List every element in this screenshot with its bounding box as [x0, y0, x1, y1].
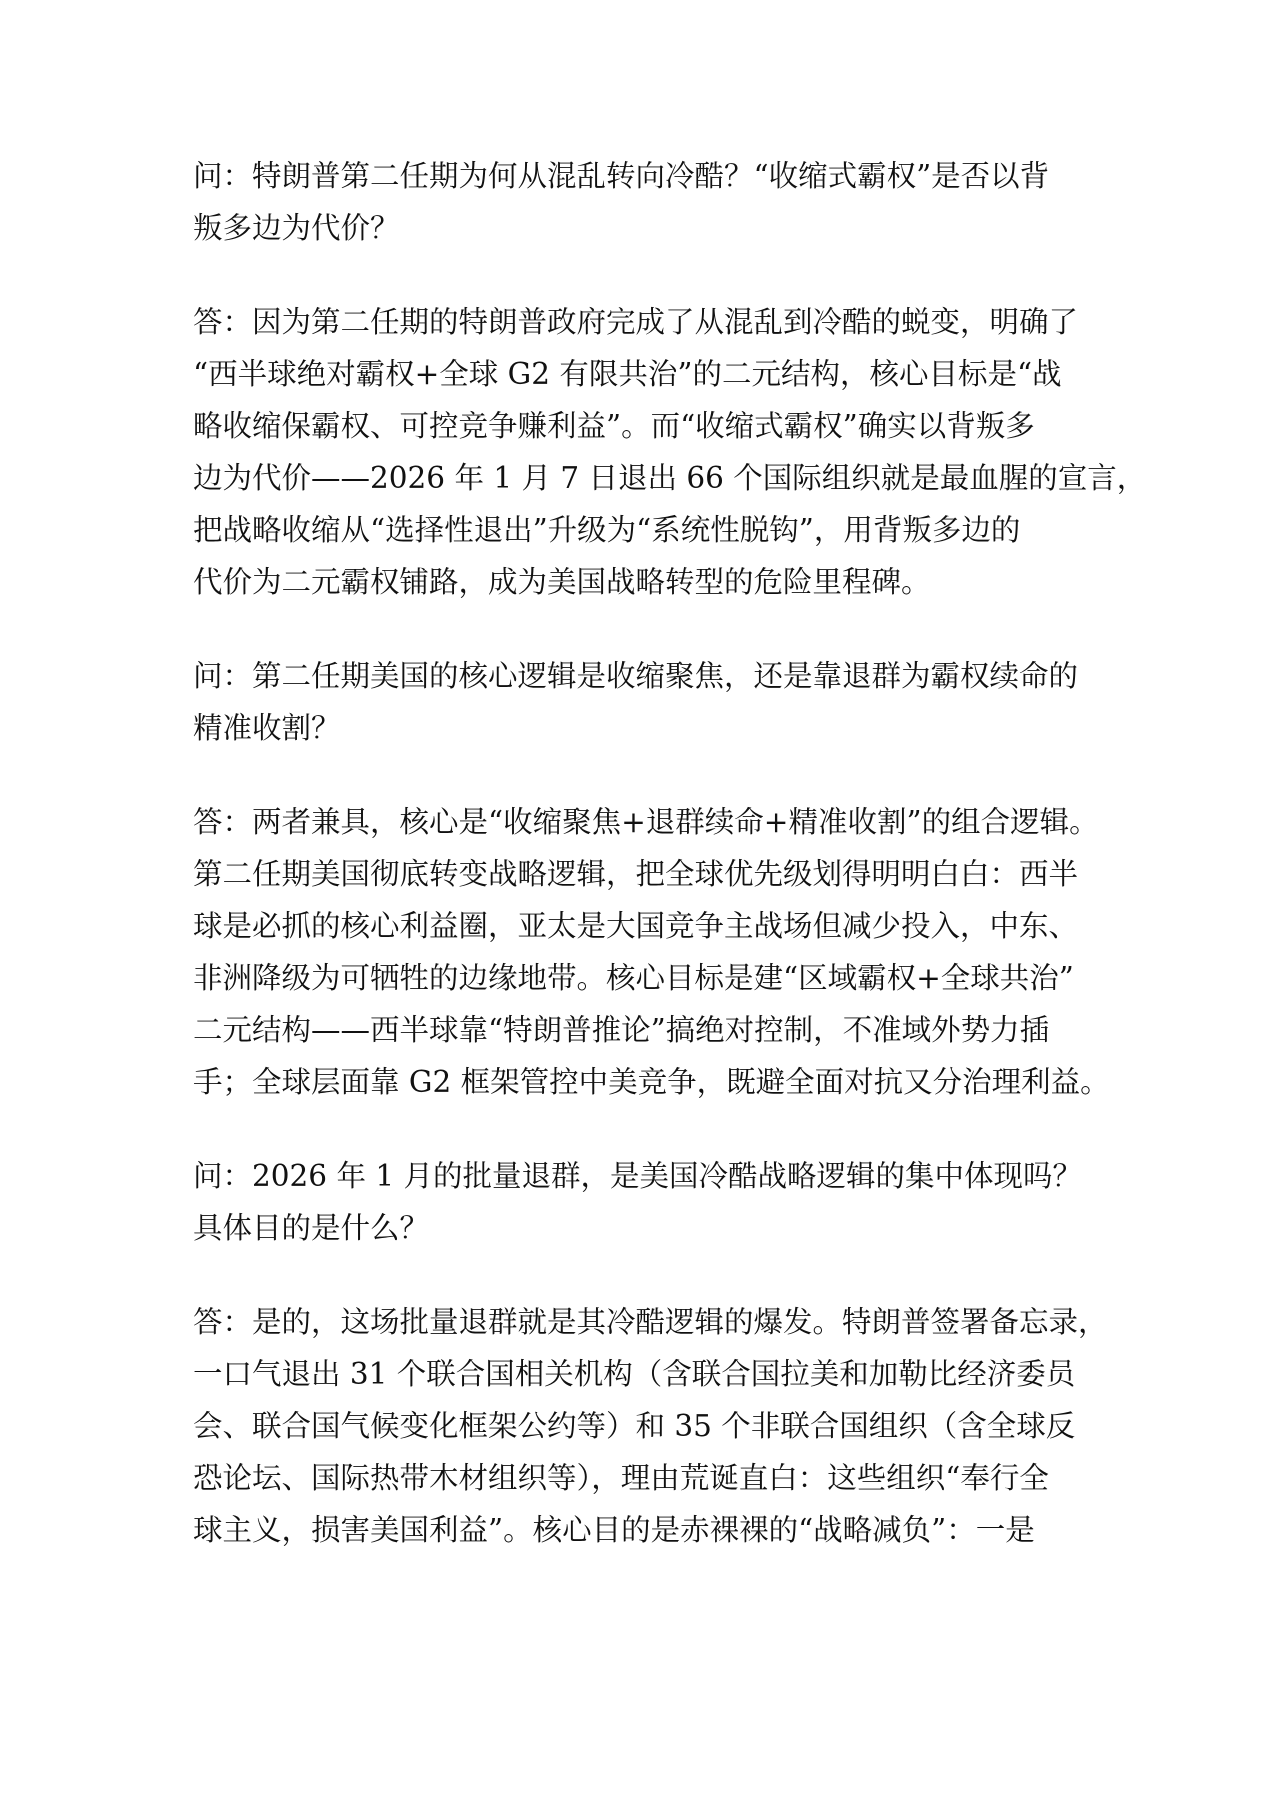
text-line: 答：因为第二任期的特朗普政府完成了从混乱到冷酷的蜕变，明确了 [193, 305, 1079, 339]
question-paragraph-3 [193, 1150, 1083, 1254]
text-line: 问：第二任期美国的核心逻辑是收缩聚焦，还是靠退群为霸权续命的 [193, 659, 1079, 693]
text-line: 手；全球层面靠 G2 框架管控中美竞争，既避全面对抗又分治理利益。 [193, 1065, 1110, 1099]
question-paragraph-1 [193, 150, 1083, 254]
answer-paragraph-2 [193, 796, 1110, 1108]
text-line: 答：是的，这场批量退群就是其冷酷逻辑的爆发。特朗普签署备忘录， [193, 1305, 1108, 1339]
answer-paragraph-3 [193, 1296, 1108, 1556]
text-line: 边为代价——2026 年 1 月 7 日退出 66 个国际组织就是最血腥的宣言， [193, 461, 1147, 495]
text-line: 球主义，损害美国利益”。核心目的是赤裸裸的“战略减负”：一是 [193, 1513, 1035, 1547]
text-line: 把战略收缩从“选择性退出”升级为“系统性脱钩”，用背叛多边的 [193, 513, 1021, 547]
text-line: 问：特朗普第二任期为何从混乱转向冷酷？“收缩式霸权”是否以背 [193, 159, 1050, 193]
text-line: 精准收割？ [193, 711, 341, 745]
paragraph-gap [193, 254, 1083, 296]
paragraph-gap [193, 754, 1083, 796]
text-line: 第二任期美国彻底转变战略逻辑，把全球优先级划得明明白白：西半 [193, 857, 1079, 891]
text-line: 叛多边为代价？ [193, 211, 400, 245]
text-line: 代价为二元霸权铺路，成为美国战略转型的危险里程碑。 [193, 565, 931, 599]
question-paragraph-2 [193, 650, 1083, 754]
text-line: 非洲降级为可牺牲的边缘地带。核心目标是建“区域霸权+全球共治” [193, 961, 1074, 995]
text-line: 恐论坛、国际热带木材组织等），理由荒诞直白：这些组织“奉行全 [193, 1461, 1049, 1495]
paragraph-gap [193, 1108, 1083, 1150]
text-line: 略收缩保霸权、可控竞争赚利益”。而“收缩式霸权”确实以背叛多 [193, 409, 1035, 443]
paragraph-gap [193, 608, 1083, 650]
text-line: “西半球绝对霸权+全球 G2 有限共治”的二元结构，核心目标是“战 [193, 357, 1062, 391]
answer-paragraph-1 [193, 296, 1147, 608]
text-line: 具体目的是什么？ [193, 1211, 430, 1245]
text-line: 二元结构——西半球靠“特朗普推论”搞绝对控制，不准域外势力插 [193, 1013, 1050, 1047]
text-line: 问：2026 年 1 月的批量退群，是美国冷酷战略逻辑的集中体现吗？ [193, 1159, 1082, 1193]
paragraph-gap [193, 1254, 1083, 1296]
document-body [193, 150, 1147, 1556]
text-line: 会、联合国气候变化框架公约等）和 35 个非联合国组织（含全球反 [193, 1409, 1076, 1443]
text-line: 球是必抓的核心利益圈，亚太是大国竞争主战场但减少投入，中东、 [193, 909, 1079, 943]
text-line: 答：两者兼具，核心是“收缩聚焦+退群续命+精准收割”的组合逻辑。 [193, 805, 1099, 839]
text-line: 一口气退出 31 个联合国相关机构（含联合国拉美和加勒比经济委员 [193, 1357, 1076, 1391]
